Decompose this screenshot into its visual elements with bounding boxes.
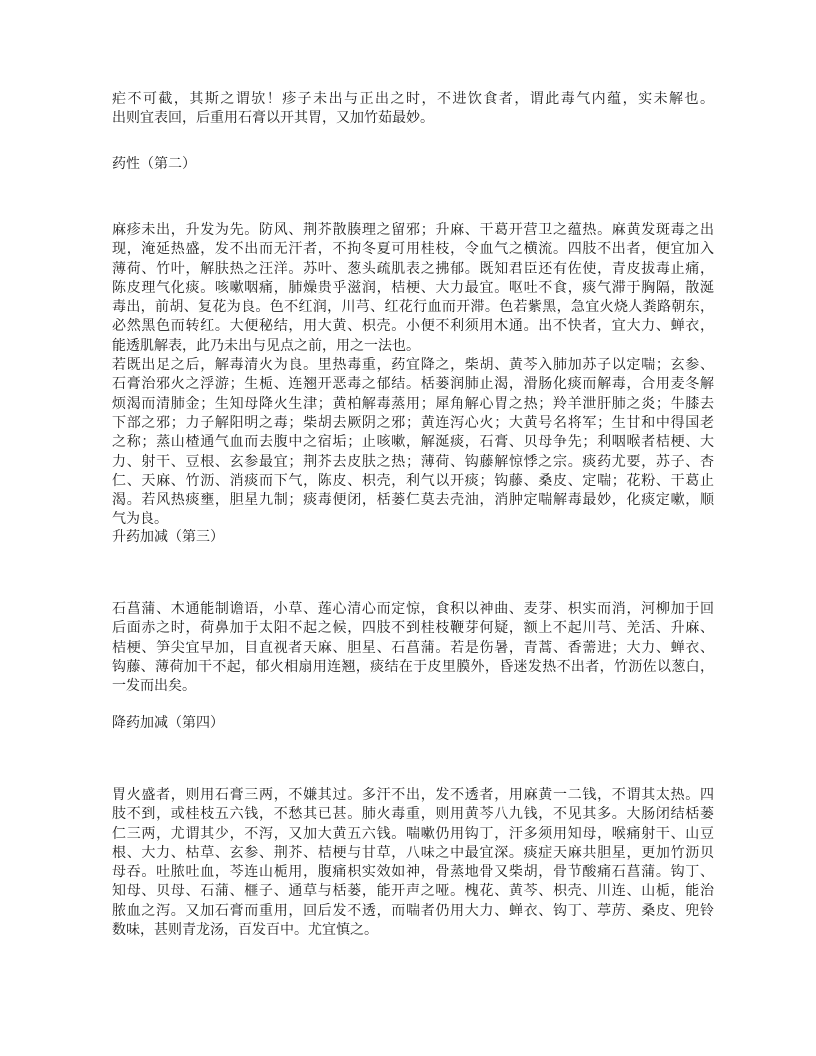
paragraph-line: 钩藤、薄荷加干不起，郁火相扇用连翘，痰结在于皮里膜外，昏迷发热不出者，竹沥佐以葱白， [112, 659, 714, 675]
paragraph-line: 下部之邪；力子解阳明之毒；柴胡去厥阴之邪；黄连泻心火；大黄号名将军；生甘和中得国老 [112, 415, 714, 431]
paragraph-line: 出则宜表回，后重用石膏以开其胃，又加竹茹最妙。 [112, 111, 434, 127]
paragraph-yaoxing [112, 221, 714, 530]
paragraph-line: 麻疹未出，升发为先。防风、荆芥散腠理之留邪；升麻、干葛开营卫之蕴热。麻黄发斑毒之出 [112, 223, 714, 238]
paragraph-line: 渴。若风热痰壅，胆星九制；痰毒便闭，栝蒌仁莫去壳油，消肿定喘解毒最妙，化痰定嗽，顺 [112, 493, 714, 509]
section-heading-yaoxing: 药性（第二） [112, 157, 196, 172]
paragraph-line: 桔梗、笋尖宜早加，目直视者天麻、胆星、石菖蒲。若是伤暑，青蒿、香薷进；大力、蝉衣、 [112, 640, 714, 656]
paragraph-line: 气为良。 [112, 512, 168, 528]
paragraph-line: 后面赤之时，荷鼻加于太阳不起之候，四肢不到桂枝鞭芽何疑，额上不起川芎、羌活、升麻、 [112, 621, 714, 637]
paragraph-line: 毒出，前胡、复花为良。色不红润，川芎、红花行血而开滞。色若紫黑，急宜火烧人粪路朝东， [112, 300, 714, 316]
paragraph-line: 肢不到，或桂枝五六钱，不愁其已甚。肺火毒重，则用黄芩八九钱，不见其多。大肠闭结栝蒌 [112, 807, 714, 823]
section-heading-shengyao: 升药加减（第三） [112, 530, 224, 545]
paragraph-line: 母吞。吐脓吐血，芩连山栀用，腹痛枳实效如神，骨蒸地骨又柴胡，骨节酸痛石菖蒲。钩丁、 [112, 865, 714, 881]
paragraph-shengyao [112, 600, 714, 696]
section-heading-jiangyao: 降药加减（第四） [112, 716, 224, 731]
paragraph-line: 根、大力、枯草、玄参、荆芥、桔梗与甘草，八味之中最宜深。痰症天麻共胆星，更加竹沥贝 [112, 845, 714, 861]
paragraph-line: 数味，甚则青龙汤，百发百中。尤宜慎之。 [112, 923, 378, 939]
paragraph-line: 一发而出矣。 [112, 679, 196, 695]
paragraph-line: 力、射干、豆根、玄参最宜；荆芥去皮肤之热；薄荷、钩藤解惊悸之宗。痰药尤要，苏子、杏 [112, 454, 714, 470]
paragraph-line: 仁、天麻、竹沥、消痰而下气，陈皮、枳壳，利气以开痰；钩藤、桑皮、定喘；花粉、干葛止 [112, 473, 714, 489]
paragraph-intro [112, 90, 714, 129]
paragraph-line: 必然黑色而转红。大便秘结，用大黄、枳壳。小便不利须用木通。出不快者，宜大力、蝉衣， [112, 319, 714, 335]
paragraph-line: 烦渴而清肺金；生知母降火生津；黄柏解毒蒸用；犀角解心胃之热；羚羊泄肝肺之炎；牛膝去 [112, 396, 714, 412]
paragraph-line: 仁三两，尤谓其少，不泻，又加大黄五六钱。喘嗽仍用钩丁，汗多须用知母，喉痛射干、山豆 [112, 826, 714, 842]
paragraph-jiangyao [112, 786, 714, 940]
paragraph-line: 胃火盛者，则用石膏三两，不嫌其过。多汗不出，发不透者，用麻黄一二钱，不谓其太热。四 [112, 788, 714, 803]
paragraph-line: 能透肌解表，此乃未出与见点之前，用之一法也。 [112, 338, 420, 354]
paragraph-line: 疟不可截，其斯之谓欤！疹子未出与正出之时，不进饮食者，谓此毒气内蕴，实未解也。 [112, 92, 714, 107]
paragraph-line: 之称；蒸山楂通气血而去腹中之宿垢；止咳嗽，解涎痰，石膏、贝母争先；利咽喉者桔梗、大 [112, 435, 714, 451]
paragraph-line: 若既出足之后，解毒清火为良。里热毒重，药宜降之，柴胡、黄芩入肺加苏子以定喘；玄参、 [112, 358, 714, 374]
paragraph-line: 石膏治邪火之浮游；生栀、连翘开恶毒之郁结。栝蒌润肺止渴，滑肠化痰而解毒，合用麦冬解 [112, 377, 714, 393]
paragraph-line: 薄荷、竹叶，解肤热之汪洋。苏叶、葱头疏肌表之拂郁。既知君臣还有佐使，青皮拔毒止痛， [112, 261, 714, 277]
paragraph-line: 知母、贝母、石蒲、榧子、通草与栝蒌，能开声之哑。槐花、黄芩、枳壳、川连、山栀，能治 [112, 884, 714, 900]
paragraph-line: 石菖蒲、木通能制谵语，小草、莲心清心而定惊，食积以神曲、麦芽、枳实而消，河柳加于回 [112, 602, 714, 617]
paragraph-line: 脓血之泻。又加石膏而重用，回后发不透，而喘者仍用大力、蝉衣、钩丁、葶苈、桑皮、兜铃 [112, 903, 714, 919]
paragraph-line: 陈皮理气化痰。咳嗽咽痛，肺燥贵乎滋润，桔梗、大力最宜。呕吐不食，痰气滞于胸隔，散涎 [112, 280, 714, 296]
paragraph-line: 现，淹延热盛，发不出而无汗者，不拘冬夏可用桂枝，令血气之横流。四肢不出者，便宜加入 [112, 242, 714, 258]
